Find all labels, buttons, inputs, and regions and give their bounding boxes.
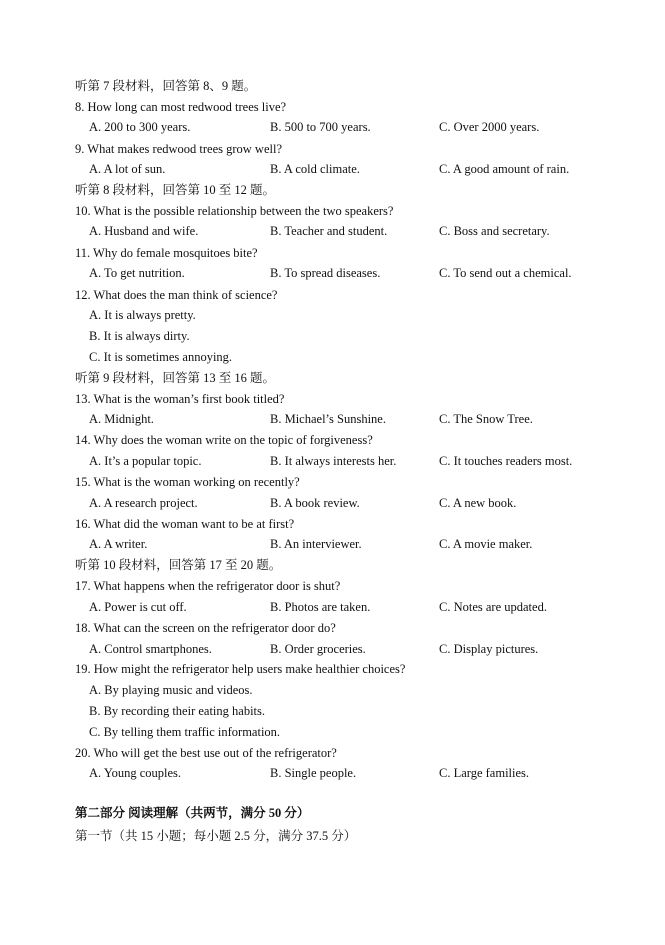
option-b: B. To spread diseases. [270,266,381,280]
option-text: C. By telling them traffic information. [89,725,281,739]
option-text: C. It is sometimes annoying. [89,350,233,364]
section-instruction [0,180,665,201]
question [0,743,665,764]
section-instruction [0,76,665,97]
option-b: B. Michael’s Sunshine. [270,412,386,426]
option-row [0,305,665,326]
section-instruction-text: 第一节（共 15 小题；每小题 2.5 分，满分 37.5 分） [75,829,357,843]
question [0,618,665,639]
option-c: C. The Snow Tree. [439,412,533,426]
section-instruction-text: 听第 8 段材料，回答第 10 至 12 题。 [75,183,276,197]
option-row [0,680,665,701]
option-text: B. It is always dirty. [89,329,190,343]
option-b: B. Order groceries. [270,642,366,656]
options-row [0,597,665,618]
options-row [0,263,665,284]
option-text: A. By playing music and videos. [89,683,253,697]
option-a: A. Husband and wife. [89,224,199,238]
option-a: A. Young couples. [89,766,182,780]
question [0,139,665,160]
option-c: C. Notes are updated. [439,600,547,614]
question-text: 18. What can the screen on the refrigerator door do? [75,621,336,635]
question [0,430,665,451]
section-instruction-text: 听第 9 段材料，回答第 13 至 16 题。 [75,371,276,385]
option-row [0,347,665,368]
question-text: 17. What happens when the refrigerator door is shut? [75,579,341,593]
option-c: C. A movie maker. [439,537,533,551]
question-text: 11. Why do female mosquitoes bite? [75,246,258,260]
option-row [0,722,665,743]
question-text: 8. How long can most redwood trees live? [75,100,287,114]
option-b: B. Photos are taken. [270,600,371,614]
option-b: B. A cold climate. [270,162,360,176]
section-instruction [0,555,665,576]
options-row [0,493,665,514]
question [0,285,665,306]
section-instruction-text: 听第 7 段材料，回答第 8、9 题。 [75,79,257,93]
option-a: A. A writer. [89,537,148,551]
option-c: C. It touches readers most. [439,454,573,468]
options-row [0,534,665,555]
section-instruction [0,368,665,389]
option-b: B. It always interests her. [270,454,397,468]
option-b: B. A book review. [270,496,360,510]
option-c: C. A good amount of rain. [439,162,570,176]
options-row [0,117,665,138]
section-instruction [0,826,665,847]
question [0,389,665,410]
option-text: A. It is always pretty. [89,308,196,322]
question [0,576,665,597]
part-heading-text: 第二部分 阅读理解（共两节，满分 50 分） [75,806,310,820]
question-text: 9. What makes redwood trees grow well? [75,142,282,156]
part-heading [0,803,665,824]
option-a: A. To get nutrition. [89,266,185,280]
question-text: 16. What did the woman want to be at first? [75,517,295,531]
options-row [0,159,665,180]
question [0,201,665,222]
option-row [0,326,665,347]
question-text: 10. What is the possible relationship between the two speakers? [75,204,394,218]
question-text: 14. Why does the woman write on the topic of forgiveness? [75,433,373,447]
option-a: A. It’s a popular topic. [89,454,202,468]
question-text: 15. What is the woman working on recently? [75,475,300,489]
options-row [0,763,665,784]
option-b: B. Single people. [270,766,357,780]
option-a: A. A research project. [89,496,198,510]
section-instruction-text: 听第 10 段材料，回答第 17 至 20 题。 [75,558,282,572]
question-text: 13. What is the woman’s first book titled? [75,392,285,406]
question-text: 20. Who will get the best use out of the refrigerator? [75,746,337,760]
option-a: A. Midnight. [89,412,154,426]
option-c: C. A new book. [439,496,517,510]
question-text: 12. What does the man think of science? [75,288,278,302]
option-row [0,701,665,722]
question [0,514,665,535]
option-a: A. A lot of sun. [89,162,166,176]
option-b: B. Teacher and student. [270,224,388,238]
options-row [0,409,665,430]
option-c: C. Display pictures. [439,642,539,656]
option-c: C. To send out a chemical. [439,266,572,280]
option-b: B. 500 to 700 years. [270,120,371,134]
option-c: C. Large families. [439,766,530,780]
options-row [0,451,665,472]
question [0,97,665,118]
option-text: B. By recording their eating habits. [89,704,266,718]
question [0,243,665,264]
question-text: 19. How might the refrigerator help users make healthier choices? [75,662,406,676]
option-b: B. An interviewer. [270,537,362,551]
option-c: C. Over 2000 years. [439,120,540,134]
option-a: A. Control smartphones. [89,642,212,656]
question [0,472,665,493]
option-a: A. Power is cut off. [89,600,187,614]
options-row [0,639,665,660]
options-row [0,221,665,242]
option-a: A. 200 to 300 years. [89,120,191,134]
option-c: C. Boss and secretary. [439,224,550,238]
question [0,659,665,680]
